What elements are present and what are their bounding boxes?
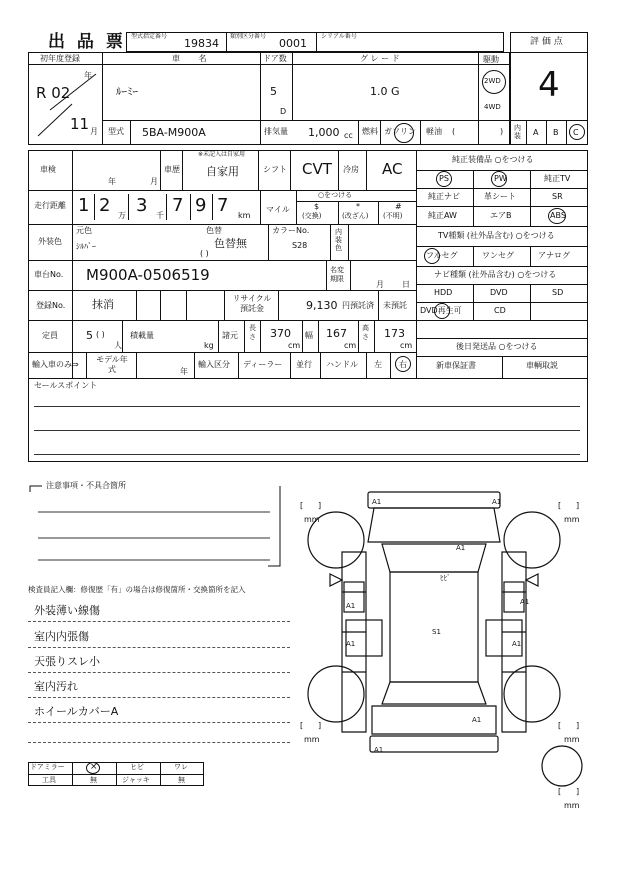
equip-abs: ABS (550, 211, 566, 220)
later-manual: 車輌取説 (526, 361, 558, 370)
header-id-box (126, 32, 504, 52)
chassis-label: 車台No. (34, 270, 64, 279)
form-title: 出 品 票 (48, 32, 126, 52)
reg-value: 抹消 (92, 298, 114, 311)
width-value: 167 (326, 327, 347, 340)
notes-header: 注意事項・不具合箇所 (46, 481, 126, 490)
tv-fullseg: フルセグ (426, 251, 458, 260)
unknown-sym: # (395, 202, 402, 211)
inspection-year-unit: 年 (108, 177, 116, 186)
equip-ps: PS (439, 174, 449, 183)
mileage-label: 走行距離 (34, 201, 66, 210)
equip-sr: SR (552, 192, 563, 201)
tv-header: TV種類 (社外品含む) ○をつける (438, 231, 555, 240)
note-item: 室内汚れ (34, 680, 78, 693)
model-designation-label: 型式指定番号 (131, 33, 168, 40)
mileage-digit: 3 (136, 195, 148, 216)
equip-abs-circle (548, 208, 566, 224)
dealer-option: ディーラー (243, 360, 283, 369)
sen-unit: 千 (156, 211, 164, 220)
interior-grade-b: B (553, 128, 559, 137)
svg-text:mm: mm (304, 515, 320, 524)
later-warranty: 新車保証書 (436, 361, 476, 370)
model-year-label: モデル年式 (96, 355, 128, 374)
grade-value: 1.0 G (370, 85, 400, 98)
import-label: 輸入車のみ⇒ (32, 360, 79, 369)
mileage-digits (74, 190, 260, 224)
svg-text:A1: A1 (374, 746, 384, 754)
svg-text:A1: A1 (346, 602, 356, 610)
recycle-unit: 円 (342, 301, 350, 310)
ac-label: 冷房 (343, 165, 359, 174)
note-item: 室内内張傷 (34, 630, 89, 643)
interior-c-circle (569, 124, 585, 140)
length-unit: cm (288, 341, 301, 350)
equip-airbag: エアB (490, 211, 512, 220)
drive-2wd: 2WD (484, 77, 501, 85)
fuel-value: ガソリン (384, 127, 416, 136)
svg-text:[: [ (300, 501, 304, 510)
svg-text:A1: A1 (492, 498, 502, 506)
recycle-amount: 9,130 (306, 299, 338, 312)
shift-value: CVT (302, 160, 332, 178)
tool-label: 工具 (42, 776, 56, 784)
svg-text:ﾋﾋﾞ: ﾋﾋﾞ (440, 574, 451, 582)
recycle-label: リサイクル預託金 (232, 294, 272, 313)
handle-right-circle (395, 356, 411, 372)
first-reg-month: 11 (70, 115, 90, 133)
sales-point-label: セールスポイント (34, 381, 98, 390)
capacity-paren: ( ) (96, 330, 105, 339)
kg-unit: kg (204, 341, 214, 350)
capacity-label: 定員 (42, 331, 58, 340)
tv-fullseg-circle (424, 248, 440, 264)
interior-label: 内装 (514, 124, 521, 140)
equip-pw-circle (491, 171, 507, 187)
height-value: 173 (384, 327, 405, 340)
orig-color-label: 元色 (76, 226, 92, 235)
mirror-label: ドアミラー (30, 763, 65, 771)
name-change-day: 日 (402, 280, 410, 289)
later-header: 後日発送品 ○をつける (456, 342, 538, 351)
history-label: 車歴 (164, 165, 180, 174)
doors-label: ドア数 (263, 54, 287, 63)
drive-label: 駆動 (483, 55, 499, 64)
navi-dvd-play: DVD再生可 (420, 306, 462, 315)
year-unit: 年 (84, 71, 92, 80)
fuel-circle (394, 123, 414, 143)
reg-label: 登録No. (36, 301, 66, 310)
car-name-label: 車 名 (172, 54, 215, 63)
drive-4wd: 4WD (484, 103, 501, 111)
category-value: 0001 (279, 37, 307, 50)
displacement-label: 排気量 (264, 127, 288, 136)
person-unit: 人 (114, 341, 122, 350)
svg-text:A1: A1 (520, 598, 530, 606)
history-value: 自家用 (206, 165, 239, 178)
mileage-digit: 9 (195, 195, 207, 216)
equip-tv: 純正TV (544, 174, 571, 183)
category-label: 類別区分番号 (230, 33, 267, 40)
length-label: 長さ (249, 324, 256, 341)
jack-label: ジャッキ (122, 776, 150, 784)
shift-label: シフト (263, 165, 287, 174)
load-label: 積載量 (130, 331, 154, 340)
displacement-value: 1,000 (308, 126, 340, 139)
color-paren: ( ) (200, 249, 209, 258)
genuine-header: 純正装備品 ○をつける (452, 155, 534, 164)
mark-note: ○をつける (318, 191, 353, 199)
svg-text:A1: A1 (346, 640, 356, 648)
navi-header: ナビ種類 (社外品含む) ○をつける (434, 270, 557, 279)
mileage-digit: 1 (78, 195, 90, 216)
recycle-none: 未預託 (383, 301, 407, 310)
svg-text:[: [ (558, 721, 562, 730)
color-no-label: カラーNo. (272, 226, 310, 235)
navi-hdd: HDD (434, 288, 453, 297)
mile-label: マイル (266, 205, 290, 214)
svg-text:]: ] (318, 721, 322, 730)
month-unit: 月 (90, 127, 98, 136)
equip-pw: PW (494, 174, 507, 183)
name-change-month: 月 (376, 280, 384, 289)
parallel-option: 並行 (296, 360, 312, 369)
width-unit: cm (344, 341, 357, 350)
navi-cd: CD (494, 306, 506, 315)
navi-dvd-circle (434, 303, 450, 319)
chassis-value: M900A-0506519 (86, 266, 210, 284)
equip-aw: 純正AW (428, 211, 457, 220)
exchange-sym: $ (314, 202, 320, 211)
car-damage-diagram (290, 482, 600, 812)
crack-label: ワレ (174, 763, 188, 771)
exchange-text: (交換) (302, 212, 322, 220)
equip-leather: 革シート (484, 192, 516, 201)
capacity-value: 5 (86, 329, 93, 342)
svg-text:[: [ (300, 721, 304, 730)
dim-label: 諸元 (222, 331, 238, 340)
svg-text:A1: A1 (372, 498, 382, 506)
svg-text:mm: mm (564, 735, 580, 744)
first-reg-era: R 02 (36, 84, 71, 102)
displacement-unit: cc (344, 131, 353, 140)
tv-analog: アナログ (538, 251, 570, 260)
handle-right: 右 (399, 360, 407, 369)
mileage-digit: 7 (217, 195, 229, 216)
inspector-note: 検査員記入欄：修復歴「有」の場合は修復箇所・交換箇所を記入 (28, 585, 246, 594)
mirror-circle (86, 762, 100, 774)
svg-text:]: ] (576, 501, 580, 510)
length-value: 370 (270, 327, 291, 340)
tamper-text: (改ざん) (342, 212, 369, 220)
svg-text:]: ] (576, 721, 580, 730)
jack-value: 無 (178, 776, 185, 784)
svg-text:A1: A1 (456, 544, 466, 552)
model-year-unit: 年 (180, 367, 188, 376)
svg-text:]: ] (576, 787, 580, 796)
first-reg-label: 初年度登録 (40, 54, 80, 63)
interior-grade-c: C (573, 128, 579, 137)
mirror-mark: × (90, 762, 98, 772)
grade-label: グ レ ー ド (360, 54, 400, 63)
svg-text:A1: A1 (472, 716, 482, 724)
equip-ps-circle (436, 171, 452, 187)
note-item: 天張りスレ小 (34, 655, 100, 668)
color-change-value: 色替無 (214, 237, 247, 250)
model-type-label: 型式 (108, 127, 124, 136)
exterior-color-label: 外装色 (38, 237, 62, 246)
history-note: ※未記入は自家用 (198, 151, 246, 158)
inspection-month-unit: 月 (150, 177, 158, 186)
km-unit: km (238, 211, 251, 220)
model-type-value: 5BA-M900A (142, 126, 206, 139)
light-oil-label: 軽油 (426, 127, 442, 136)
score-label: 評 価 点 (530, 37, 563, 47)
navi-sd: SD (552, 288, 564, 297)
svg-text:mm: mm (564, 515, 580, 524)
color-no-value: S28 (292, 241, 308, 250)
chip-label: ヒビ (130, 763, 144, 771)
svg-text:[: [ (558, 787, 562, 796)
equipment-panel (416, 150, 588, 378)
serial-label: シリアル番号 (321, 33, 357, 40)
car-name-value: ﾙｰﾐｰ (116, 85, 138, 98)
man-unit: 万 (118, 211, 126, 220)
import-class-label: 輸入区分 (198, 360, 230, 369)
svg-text:mm: mm (564, 801, 580, 810)
recycle-status: 預託済 (350, 301, 374, 310)
interior-grade-a: A (533, 128, 539, 137)
interior-color-label: 内装色 (335, 228, 342, 252)
handle-left: 左 (374, 360, 382, 369)
handle-label: ハンドル (326, 360, 358, 369)
orig-color-value: ｼﾙﾊﾞｰ (76, 242, 96, 251)
height-unit: cm (400, 341, 413, 350)
navi-dvd: DVD (490, 288, 508, 297)
inspection-label: 車検 (40, 165, 56, 174)
note-item: ホイールカバーA (34, 705, 119, 718)
ac-value: AC (382, 160, 403, 178)
color-change-label: 色替 (206, 226, 222, 235)
note-item: 外装薄い線傷 (34, 604, 100, 617)
svg-text:S1: S1 (432, 628, 441, 636)
svg-text:mm: mm (304, 735, 320, 744)
tamper-sym: * (356, 202, 360, 211)
notes-bracket (24, 480, 284, 570)
width-label: 幅 (305, 331, 313, 340)
score-value: 4 (538, 65, 560, 105)
svg-text:[: [ (558, 501, 562, 510)
fuel-label: 燃料 (362, 127, 378, 136)
mileage-digit: 2 (99, 195, 111, 216)
model-designation-value: 19834 (184, 37, 219, 50)
door-suffix: D (280, 107, 287, 116)
svg-text:A1: A1 (512, 640, 522, 648)
unknown-text: (不明) (383, 212, 403, 220)
svg-text:]: ] (318, 501, 322, 510)
mileage-digit: 7 (172, 195, 184, 216)
equip-navi: 純正ナビ (428, 192, 460, 201)
tv-oneseg: ワンセグ (482, 251, 514, 260)
doors-value: 5 (270, 85, 277, 98)
name-change-label: 名変期限 (330, 266, 344, 283)
tool-value: 無 (90, 776, 97, 784)
height-label: 高さ (362, 324, 369, 341)
